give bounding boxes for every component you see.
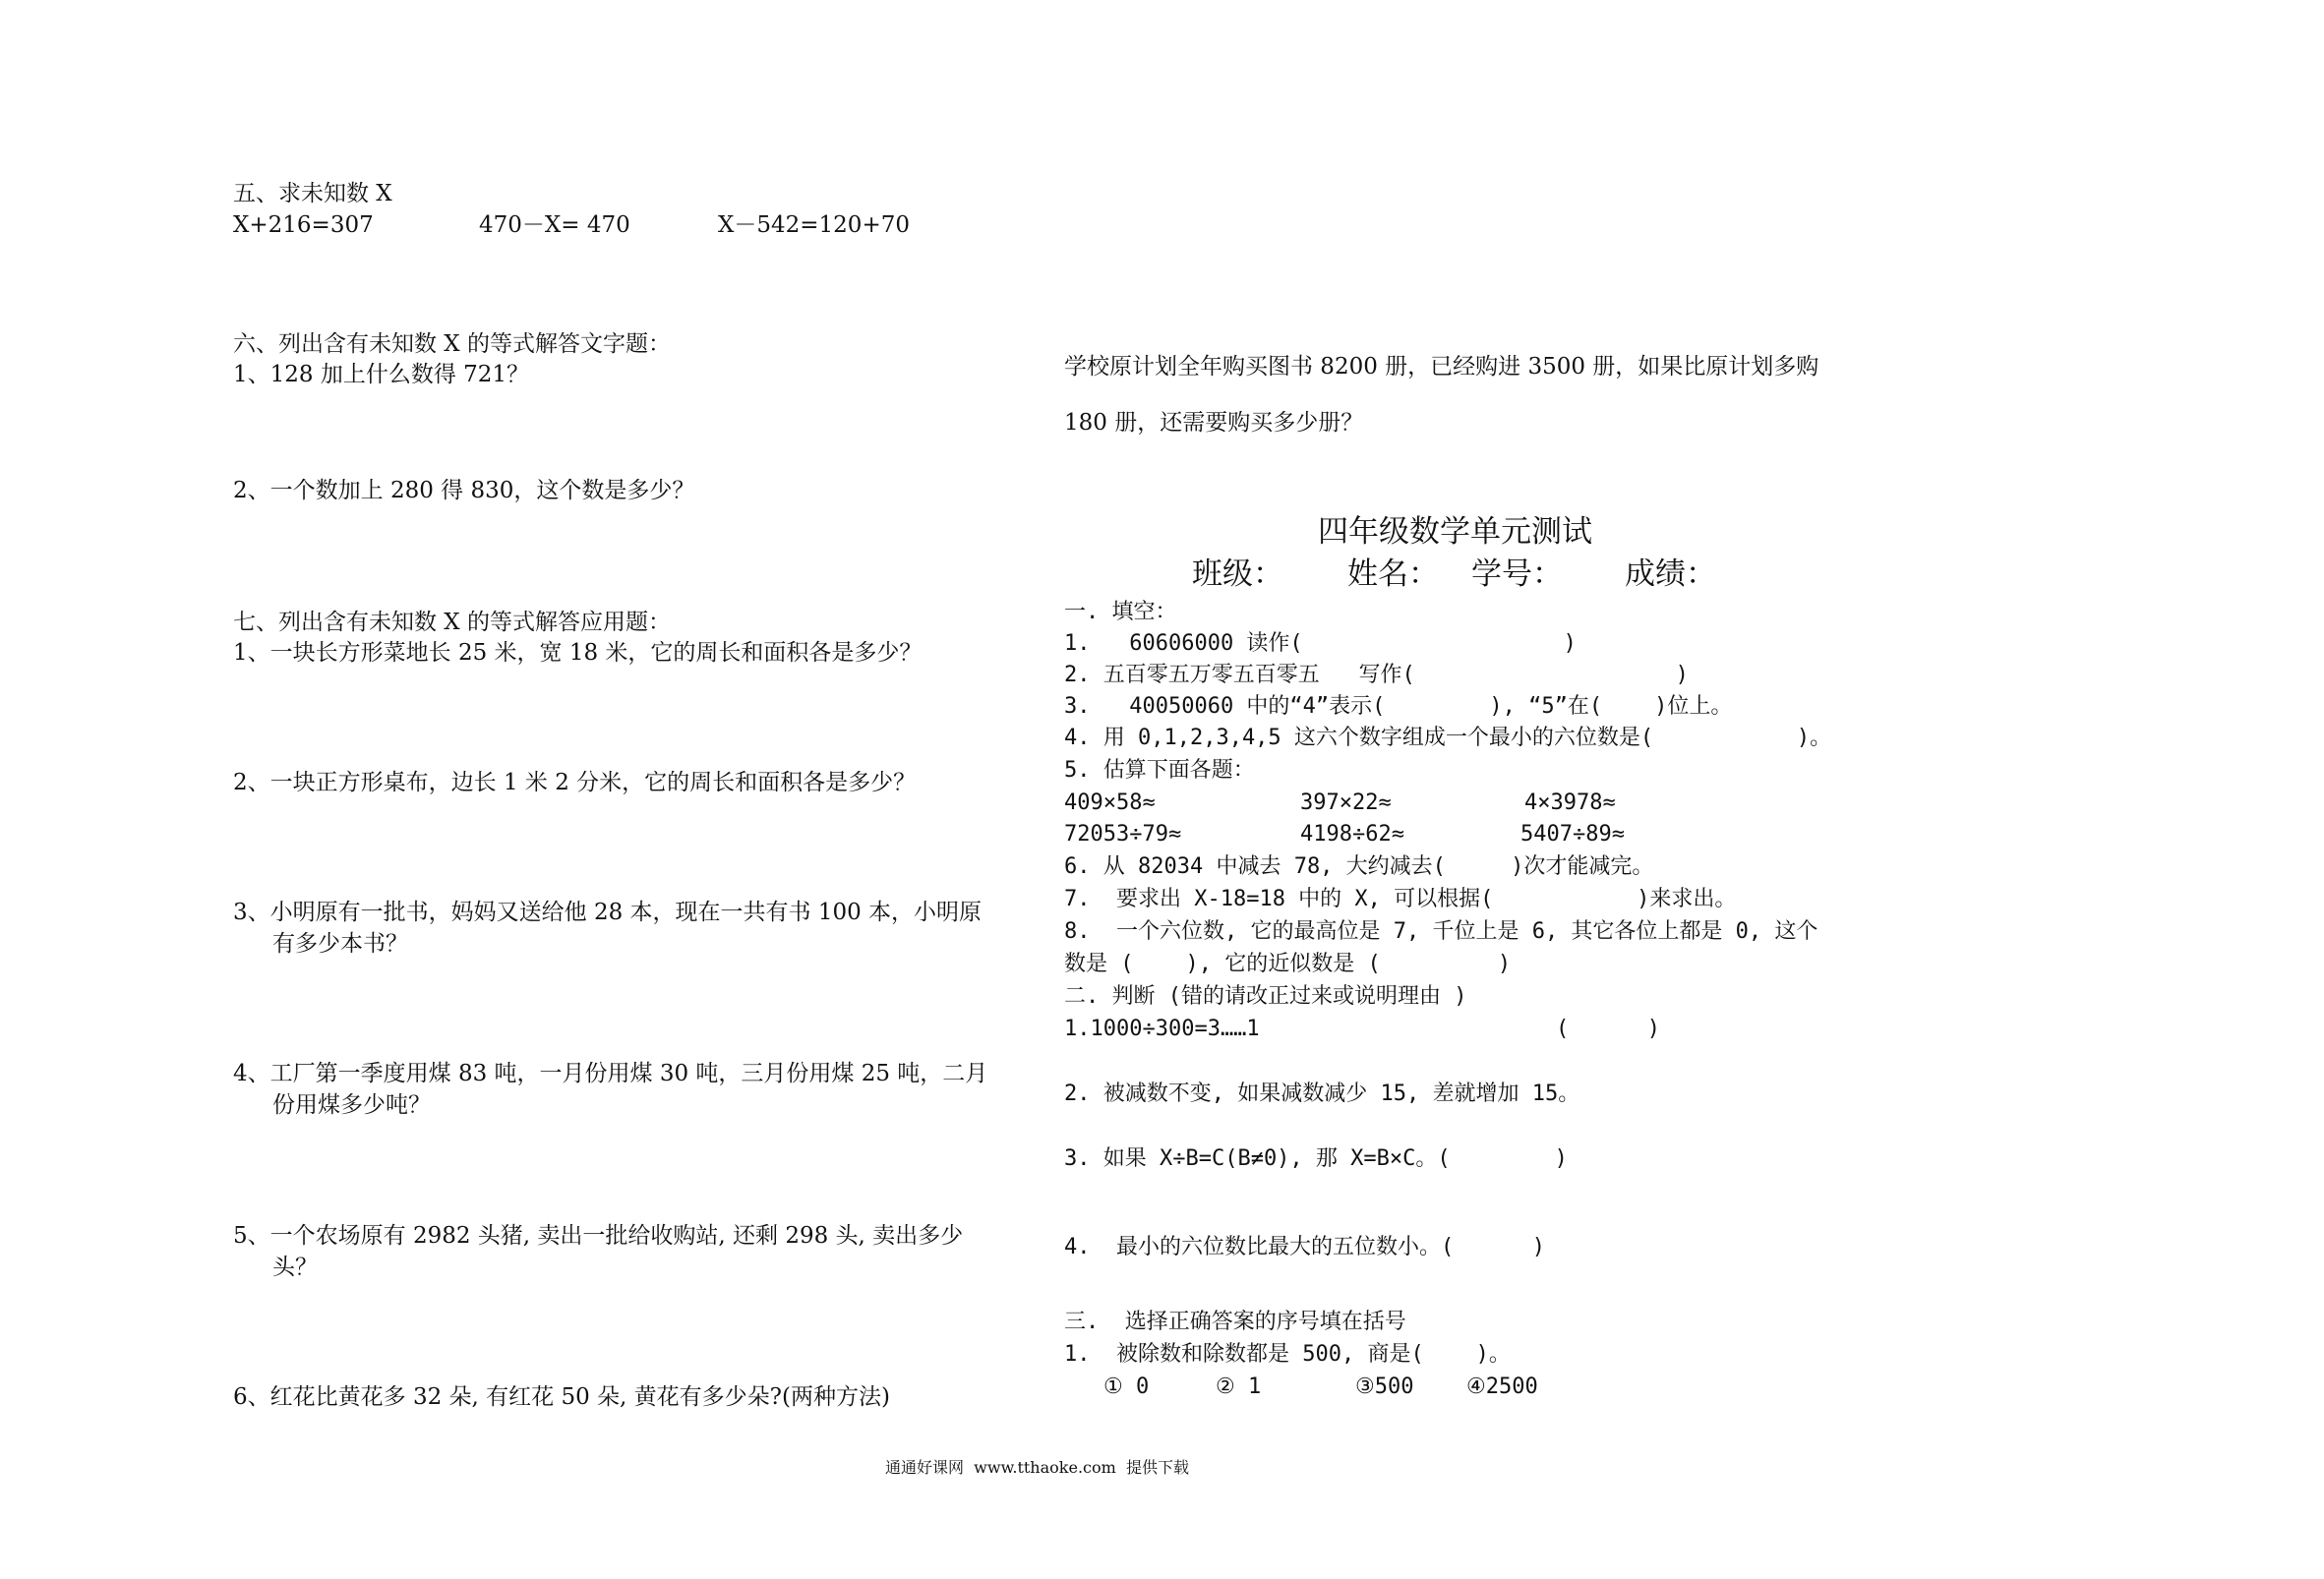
fill-question-5: 5. 估算下面各题： — [1064, 758, 1255, 783]
fill-question-8-line-1: 8. 一个六位数, 它的最高位是 7, 千位上是 6, 其它各位上都是 0, 这个 — [1064, 919, 1818, 944]
section7-question-4-line-1: 4、工厂第一季度用煤 83 吨，一月份用煤 30 吨，三月份用煤 25 吨，二月 — [233, 1061, 988, 1086]
fill-question-4: 4. 用 0,1,2,3,4,5 这六个数字组成一个最小的六位数是( )。 — [1064, 726, 1832, 750]
estimate-1: 409×58≈ — [1064, 790, 1156, 815]
estimate-2: 397×22≈ — [1300, 790, 1392, 815]
estimate-4: 72053÷79≈ — [1064, 822, 1182, 847]
section6-question-1: 1、128 加上什么数得 721？ — [233, 362, 530, 387]
part1-title: 一. 填空： — [1064, 600, 1177, 624]
choice-option-3: ③500 — [1355, 1374, 1414, 1399]
section5-title: 五、求未知数 X — [233, 181, 392, 206]
header-name-label: 姓名： — [1347, 556, 1439, 592]
fill-question-3: 3. 40050060 中的“4”表示( ), “5”在( )位上。 — [1064, 694, 1733, 719]
judge-question-1-answer-paren: ( ) — [1556, 1017, 1660, 1041]
section7-question-3-line-2: 有多少本书？ — [272, 931, 408, 957]
estimate-6: 5407÷89≈ — [1520, 822, 1625, 847]
section7-question-5-line-2: 头？ — [272, 1255, 318, 1280]
judge-question-1: 1.1000÷300=3……1 — [1064, 1017, 1260, 1041]
part2-title: 二. 判断 (错的请改正过来或说明理由 ) — [1064, 984, 1467, 1009]
choice-option-4: ④2500 — [1466, 1374, 1538, 1399]
section7-question-2: 2、一块正方形桌布，边长 1 米 2 分米，它的周长和面积各是多少？ — [233, 770, 917, 795]
choice-option-2: ② 1 — [1216, 1374, 1262, 1399]
judge-question-3: 3. 如果 X÷B=C(B≠0), 那 X=B×C。( ) — [1064, 1146, 1568, 1171]
section7-question-4-line-2: 份用煤多少吨？ — [272, 1092, 431, 1118]
word-problem-line-2: 180 册，还需要购买多少册？ — [1064, 410, 1364, 436]
header-student-number-label: 学号： — [1471, 556, 1563, 592]
word-problem-line-1: 学校原计划全年购买图书 8200 册，已经购进 3500 册，如果比原计划多购 — [1064, 354, 1819, 380]
judge-question-2: 2. 被减数不变, 如果减数减少 15, 差就增加 15。 — [1064, 1082, 1580, 1106]
judge-question-4: 4. 最小的六位数比最大的五位数小。( ) — [1064, 1235, 1545, 1259]
fill-question-6: 6. 从 82034 中减去 78, 大约减去( )次才能减完。 — [1064, 854, 1654, 879]
section5-equation-3: X－542=120+70 — [718, 212, 910, 238]
section5-equation-1: X+216=307 — [233, 212, 374, 238]
section7-question-1: 1、一块长方形菜地长 25 米，宽 18 米，它的周长和面积各是多少？ — [233, 640, 923, 666]
section6-question-2: 2、一个数加上 280 得 830，这个数是多少？ — [233, 478, 695, 503]
section7-title: 七、列出含有未知数 X 的等式解答应用题： — [233, 610, 671, 635]
estimate-5: 4198÷62≈ — [1300, 822, 1404, 847]
section6-title: 六、列出含有未知数 X 的等式解答文字题： — [233, 331, 671, 357]
section7-question-3-line-1: 3、小明原有一批书，妈妈又送给他 28 本，现在一共有书 100 本，小明原 — [233, 900, 983, 925]
fill-question-7: 7. 要求出 X-18=18 中的 X, 可以根据( )来求出。 — [1064, 887, 1737, 911]
estimate-3: 4×3978≈ — [1524, 790, 1616, 815]
fill-question-2: 2. 五百零五万零五百零五 写作( ) — [1064, 663, 1689, 687]
section5-equation-2: 470－X= 470 — [479, 212, 630, 238]
choice-question-1: 1. 被除数和除数都是 500, 商是( )。 — [1064, 1342, 1511, 1367]
header-score-label: 成绩： — [1625, 556, 1716, 592]
header-class-label: 班级： — [1192, 556, 1283, 592]
test-title: 四年级数学单元测试 — [1318, 514, 1592, 550]
footer-source: 通通好课网 www.tthaoke.com 提供下载 — [885, 1458, 1189, 1477]
part3-title: 三. 选择正确答案的序号填在括号 — [1064, 1310, 1406, 1334]
section7-question-5-line-1: 5、一个农场原有 2982 头猪, 卖出一批给收购站, 还剩 298 头, 卖出多少 — [233, 1223, 964, 1249]
choice-option-1: ① 0 — [1103, 1374, 1150, 1399]
fill-question-1: 1. 60606000 读作( ) — [1064, 631, 1577, 656]
section7-question-6: 6、红花比黄花多 32 朵, 有红花 50 朵, 黄花有多少朵?(两种方法) — [233, 1384, 890, 1410]
fill-question-8-line-2: 数是 ( ), 它的近似数是 ( ) — [1064, 952, 1512, 976]
